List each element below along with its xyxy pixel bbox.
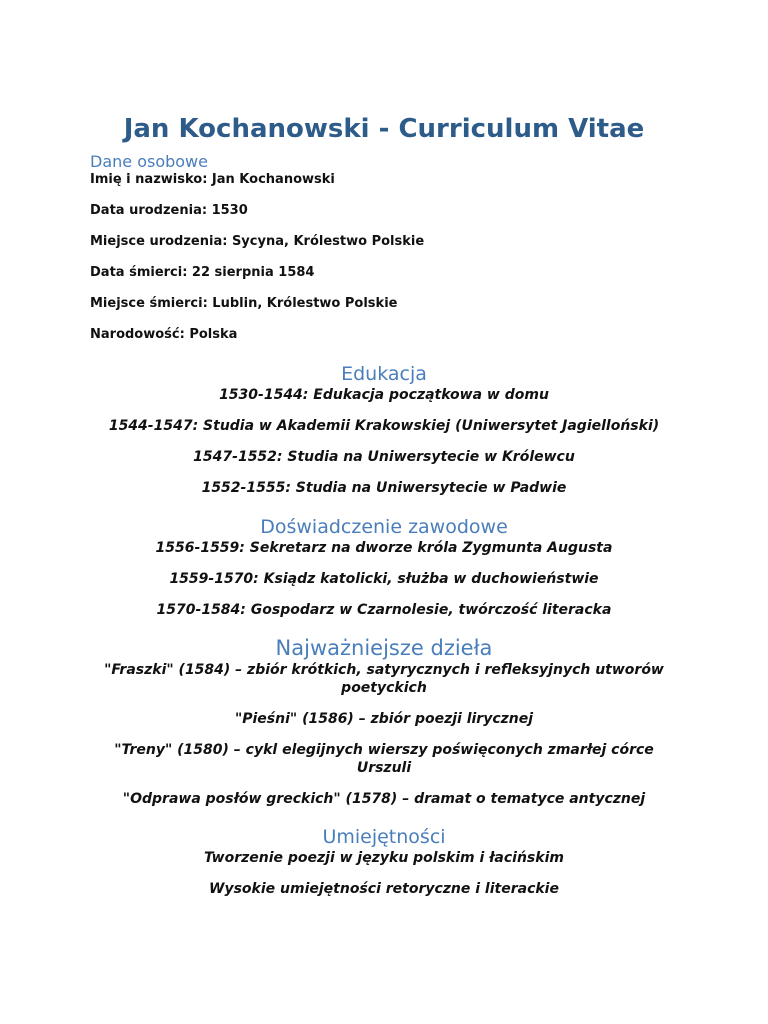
education-item: 1547-1552: Studia na Uniwersytecie w Królewcu — [193, 449, 575, 465]
education-item: 1552-1555: Studia na Uniwersytecie w Padwie — [201, 480, 567, 496]
personal-death-date: Data śmierci: 22 sierpnia 1584 — [90, 265, 315, 280]
section-heading-education: Edukacja — [341, 363, 427, 385]
section-heading-works: Najważniejsze dzieła — [275, 636, 493, 660]
works-item: "Odprawa posłów greckich" (1578) – dramat o tematyce antycznej — [122, 791, 646, 807]
personal-death-place: Miejsce śmierci: Lublin, Królestwo Polskie — [90, 296, 398, 311]
section-heading-skills: Umiejętności — [322, 826, 446, 848]
section-works — [90, 635, 678, 808]
section-education — [90, 362, 678, 497]
section-personal-data — [90, 152, 678, 343]
personal-birth-place: Miejsce urodzenia: Sycyna, Królestwo Polskie — [90, 234, 425, 249]
experience-item: 1559-1570: Ksiądz katolicki, służba w duchowieństwie — [169, 571, 599, 587]
education-item: 1530-1544: Edukacja początkowa w domu — [219, 387, 549, 403]
section-experience — [90, 515, 678, 619]
section-skills — [90, 825, 678, 898]
section-heading-experience: Doświadczenie zawodowe — [260, 516, 508, 538]
personal-birth-date: Data urodzenia: 1530 — [90, 203, 248, 218]
works-item: "Fraszki" (1584) – zbiór krótkich, satyrycznych i refleksyjnych utworów poetyckich — [104, 662, 664, 696]
education-item: 1544-1547: Studia w Akademii Krakowskiej (Uniwersytet Jagielloński) — [108, 418, 660, 434]
document-title: Jan Kochanowski - Curriculum Vitae — [123, 114, 645, 144]
experience-item: 1556-1559: Sekretarz na dworze króla Zygmunta Augusta — [155, 540, 613, 556]
section-heading-personal: Dane osobowe — [90, 152, 208, 171]
skills-item: Wysokie umiejętności retoryczne i literackie — [209, 881, 559, 897]
skills-item: Tworzenie poezji w języku polskim i łacińskim — [204, 850, 564, 866]
works-item: "Treny" (1580) – cykl elegijnych wierszy poświęconych zmarłej córce Urszuli — [114, 742, 654, 776]
personal-nationality: Narodowość: Polska — [90, 327, 238, 342]
personal-name: Imię i nazwisko: Jan Kochanowski — [90, 172, 335, 187]
works-item: "Pieśni" (1586) – zbiór poezji lirycznej — [234, 711, 534, 727]
experience-item: 1570-1584: Gospodarz w Czarnolesie, twórczość literacka — [156, 602, 612, 618]
